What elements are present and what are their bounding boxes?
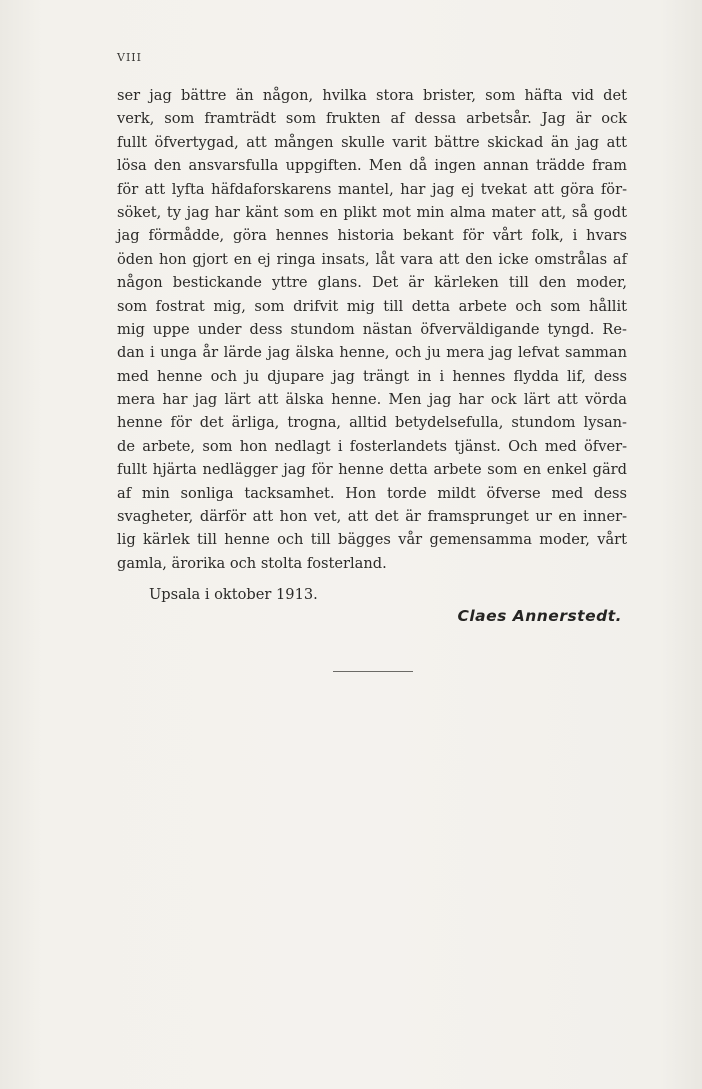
text-line: verk, som framträdt som frukten af dessa arbetsår. Jag är ock: [117, 110, 627, 128]
text-line: fullt öfvertygad, att mången skulle varit bättre skickad än jag att: [117, 133, 627, 151]
text-line: gamla, ärorika och stolta fosterland.: [117, 554, 387, 572]
text-line: de arbete, som hon nedlagt i fosterlandets tjänst. Och med öfver-: [117, 437, 627, 455]
text-line: dan i unga år lärde jag älska henne, och ju mera jag lefvat samman: [117, 344, 627, 362]
divider-rule: [333, 671, 413, 672]
text-line: öden hon gjort en ej ringa insats, låt vara att den icke omstrålas af: [117, 250, 627, 268]
author-signature: Claes Annerstedt.: [457, 607, 622, 625]
text-line: mig uppe under dess stundom nästan öfverväldigande tyngd. Re-: [117, 320, 627, 338]
text-line: mera har jag lärt att älska henne. Men jag har ock lärt att vörda: [117, 391, 627, 409]
text-line: fullt hjärta nedlägger jag för henne detta arbete som en enkel gärd: [117, 461, 627, 479]
page-number: VIII: [117, 51, 142, 64]
text-line: jag förmådde, göra hennes historia bekant för vårt folk, i hvars: [117, 227, 627, 245]
text-line: med henne och ju djupare jag trängt in i hennes flydda lif, dess: [117, 367, 627, 385]
text-line: af min sonliga tacksamhet. Hon torde mildt öfverse med dess: [117, 484, 627, 502]
text-line: någon bestickande yttre glans. Det är kärleken till den moder,: [117, 274, 627, 292]
text-line: henne för det ärliga, trogna, alltid betydelsefulla, stundom lysan-: [117, 414, 627, 432]
text-line: lösa den ansvarsfulla uppgiften. Men då ingen annan trädde fram: [117, 157, 627, 175]
text-line: som fostrat mig, som drifvit mig till detta arbete och som hållit: [117, 297, 627, 315]
text-line: ser jag bättre än någon, hvilka stora brister, som häfta vid det: [117, 87, 627, 104]
text-line: svagheter, därför att hon vet, att det är framsprunget ur en inner-: [117, 508, 627, 526]
text-line: söket, ty jag har känt som en plikt mot min alma mater att, så godt: [117, 203, 627, 221]
place-date: Upsala i oktober 1913.: [149, 586, 318, 603]
text-line: för att lyfta häfdaforskarens mantel, har jag ej tvekat att göra för-: [117, 180, 627, 198]
text-line: lig kärlek till henne och till bägges vår gemensamma moder, vårt: [117, 531, 627, 549]
preface-text: [117, 84, 627, 575]
